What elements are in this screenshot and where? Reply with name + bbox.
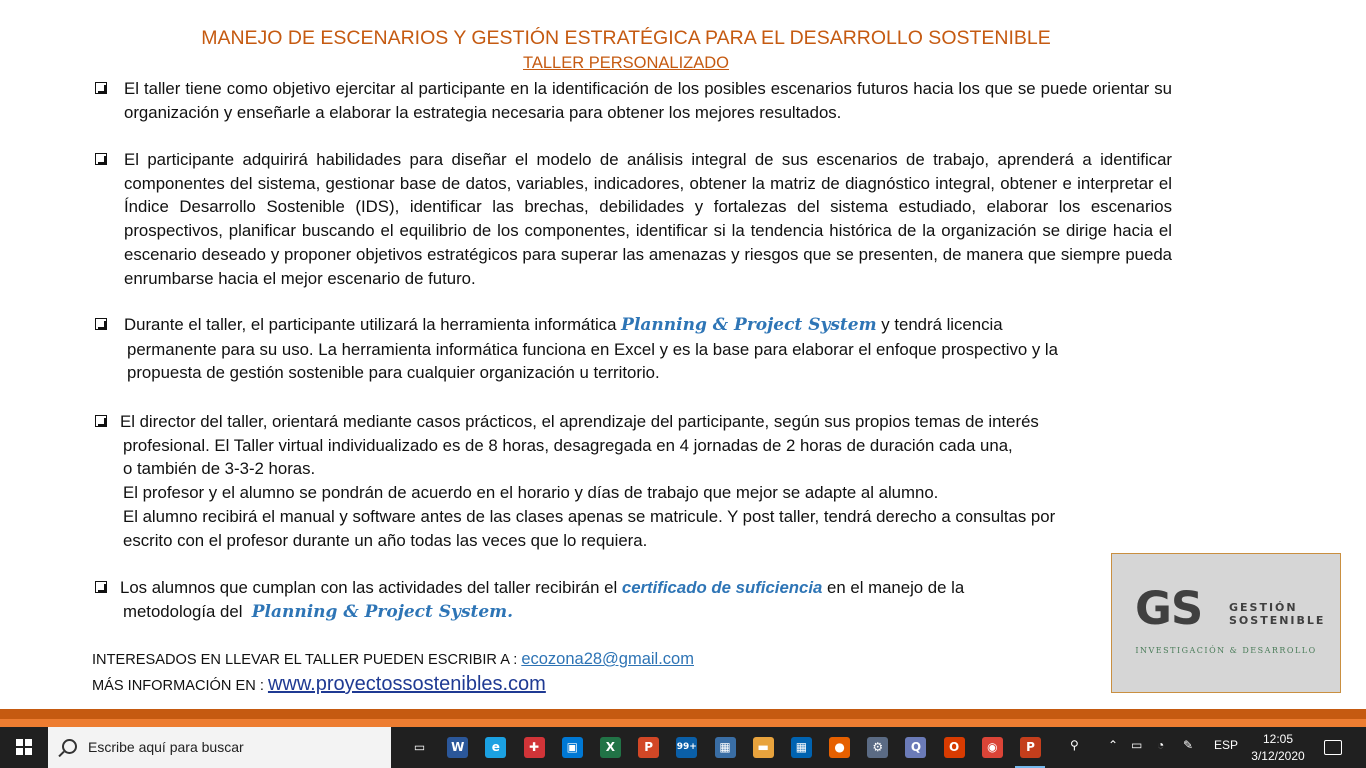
start-button[interactable] (0, 727, 48, 768)
firefox-icon: ● (829, 737, 850, 758)
calendar-icon: ▦ (791, 737, 812, 758)
slide-title: MANEJO DE ESCENARIOS Y GESTIÓN ESTRATÉGICA PARA EL DESARROLLO SOSTENIBLE (201, 27, 1051, 49)
powerpoint-icon: P (1020, 737, 1041, 758)
mail-taskbar-button[interactable] (667, 727, 705, 768)
query-tool-taskbar-button[interactable] (896, 727, 934, 768)
bullet-skills (92, 148, 1172, 290)
calculator-icon: ▦ (715, 737, 736, 758)
bullet-objective-text: El taller tiene como objetivo ejercitar al participante en la identificación de los posibles escenarios futuros hacia los que se puede orientar su organización y enseñarle a elaborar la estrategia necesaria para obtener los mejores resultados. (124, 79, 1172, 122)
word-icon: W (447, 737, 468, 758)
info-line: MÁS INFORMACIÓN EN : www.proyectossostenibles.com (92, 673, 546, 695)
company-logo (1111, 553, 1341, 693)
task-view-icon: ▭ (409, 737, 430, 758)
file-explorer-icon: ▬ (753, 737, 774, 758)
taskbar-pinned-apps (400, 727, 1049, 768)
wifi-icon[interactable]: ◔ (1157, 738, 1165, 752)
windows-icon (16, 739, 32, 755)
calculator-taskbar-button[interactable] (706, 727, 744, 768)
bullet-tool (92, 313, 1172, 385)
chrome-taskbar-button[interactable] (973, 727, 1011, 768)
search-placeholder: Escribe aquí para buscar (88, 739, 244, 755)
logo-mark: GS (1135, 582, 1203, 635)
task-view-taskbar-button[interactable] (400, 727, 438, 768)
store-icon: ▣ (562, 737, 583, 758)
file-explorer-taskbar-button[interactable] (744, 727, 782, 768)
bullet-certificate-text: Los alumnos que cumplan con las actividades del taller recibirán el certificado de suficiencia en el manejo de la metodología del Planning & Project System. (120, 578, 965, 622)
query-tool-icon: Q (905, 737, 926, 758)
taskbar (0, 727, 1366, 768)
notification-icon[interactable] (1324, 740, 1342, 755)
gift-icon: ✚ (524, 737, 545, 758)
checkbox-bullet-icon (95, 318, 107, 330)
word-taskbar-button[interactable] (438, 727, 476, 768)
search-icon (62, 739, 77, 754)
tool-name-2: Planning & Project System. (251, 601, 514, 622)
pen-icon[interactable]: ✎ (1183, 738, 1194, 752)
edge-taskbar-button[interactable] (476, 727, 514, 768)
battery-icon[interactable]: ▭ (1131, 738, 1143, 752)
bullet-certificate (92, 576, 1172, 624)
bullet-tool-text: Durante el taller, el participante utilizará la herramienta informática Planning & Project System y tendrá licencia permanente para su uso. La herramienta informática funciona en Excel y es la base para elaborar el enfoque prospectivo y la propuesta de gestión sostenible para cualquier organización u territorio. (124, 315, 1058, 383)
excel-icon: X (600, 737, 621, 758)
powerpoint-viewer-icon: P (638, 737, 659, 758)
checkbox-bullet-icon (95, 82, 107, 94)
office-icon: O (944, 737, 965, 758)
store-taskbar-button[interactable] (553, 727, 591, 768)
clock-date: 3/12/2020 (1251, 749, 1305, 763)
logo-tagline: INVESTIGACIÓN & DESARROLLO (1135, 646, 1317, 655)
slide-subtitle: TALLER PERSONALIZADO (522, 54, 729, 72)
tool-name: Planning & Project System (621, 315, 877, 335)
chevron-up-icon[interactable]: ⌃ (1108, 738, 1119, 752)
network-tool-taskbar-button[interactable] (858, 727, 896, 768)
checkbox-bullet-icon (95, 581, 107, 593)
powerpoint-taskbar-button[interactable] (1011, 727, 1049, 768)
footer-band-dark (0, 709, 1366, 719)
chrome-icon: ◉ (982, 737, 1003, 758)
clock-time: 12:05 (1262, 732, 1294, 746)
people-icon[interactable]: ⚲ (1070, 738, 1079, 752)
bullet-director-text: El director del taller, orientará mediante casos prácticos, el aprendizaje del participante, según sus propios temas de interés profesional. El Taller virtual individualizado es de 8 horas, desagregada en 4 jornadas de 2 horas de duración cada una, o también de 3-3-2 horas. El profesor y el alumno se pondrán de acuerdo en el horario y días de trabajo que mejor se adapte al alumno. El alumno recibirá el manual y software antes de las clases apenas se matricule. Y post taller, tendrá derecho a consultas por escrito con el profesor durante un año todas las veces que lo requiera. (120, 412, 1056, 550)
email-link[interactable]: ecozona28@gmail.com (521, 650, 694, 668)
edge-icon: e (485, 737, 506, 758)
excel-taskbar-button[interactable] (591, 727, 629, 768)
bullet-director (92, 410, 1172, 552)
checkbox-bullet-icon (95, 153, 107, 165)
taskbar-search-box[interactable] (48, 727, 391, 768)
checkbox-bullet-icon (95, 415, 107, 427)
office-taskbar-button[interactable] (935, 727, 973, 768)
certificate-highlight: certificado de suficiencia (621, 578, 823, 597)
clock[interactable] (1250, 731, 1306, 765)
firefox-taskbar-button[interactable] (820, 727, 858, 768)
mail-icon: 99+ (676, 737, 697, 758)
network-tool-icon: ⚙ (867, 737, 888, 758)
footer-band-light (0, 719, 1366, 727)
contact-line: INTERESADOS EN LLEVAR EL TALLER PUEDEN ESCRIBIR A : ecozona28@gmail.com (92, 650, 694, 668)
bullet-objective (92, 77, 1172, 124)
powerpoint-viewer-taskbar-button[interactable] (629, 727, 667, 768)
logo-name: GESTIÓN SOSTENIBLE (1229, 601, 1326, 627)
language-indicator[interactable]: ESP (1214, 738, 1239, 752)
gift-taskbar-button[interactable] (515, 727, 553, 768)
calendar-taskbar-button[interactable] (782, 727, 820, 768)
bullet-skills-text: El participante adquirirá habilidades para diseñar el modelo de análisis integral de sus escenarios de trabajo, aprenderá a identificar componentes del sistema, gestionar base de datos, variables, indicadores, obtener la matriz de diagnóstico integral, obtener e interpretar el Índice Desarrollo Sostenible (IDS), identificar las brechas, debilidades y fortalezas del sistema estudiado, elaborar los escenarios prospectivos, planificar buscando el equilibrio de los componentes, identificar si la tendencia histórica de la organización se dirige hacia el escenario deseado y proponer objetivos estratégicos para superar las amenazas y riesgos que se presenten, de manera que siempre pueda enrumbarse hacia el mejor escenario de futuro. (124, 150, 1172, 288)
website-link[interactable]: www.proyectossostenibles.com (267, 673, 546, 695)
